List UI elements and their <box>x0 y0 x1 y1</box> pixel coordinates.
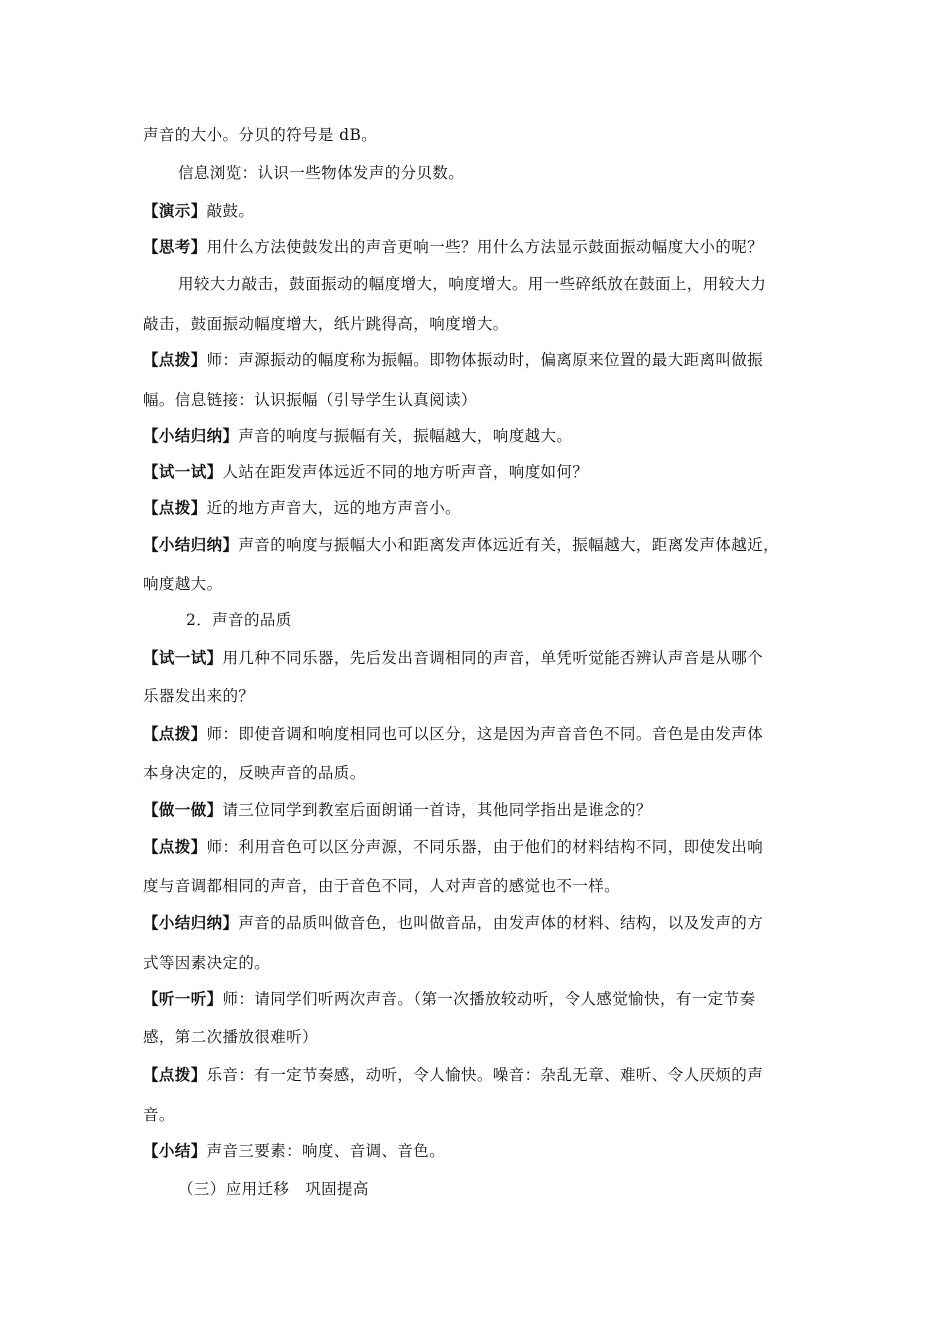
section-tag: 【点拨】 <box>143 498 207 517</box>
paragraph-text: 近的地方声音大，远的地方声音小。 <box>206 499 462 517</box>
paragraph-text: 师：请同学们听两次声音。（第一次播放较动听，令人感觉愉快，有一定节奏 <box>222 990 756 1008</box>
paragraph-text: 声音的响度与振幅有关，振幅越大，响度越大。 <box>238 427 573 445</box>
section-tag: 【点拨】 <box>143 1065 207 1084</box>
paragraph-text: 音。 <box>143 1106 175 1124</box>
paragraph-text: 敲击，鼓面振动幅度增大，纸片跳得高，响度增大。 <box>143 315 509 333</box>
paragraph-text: 师：利用音色可以区分声源，不同乐器，由于他们的材料结构不同，即使发出响 <box>206 838 764 856</box>
paragraph-line <box>143 498 461 518</box>
paragraph-line <box>143 763 366 783</box>
paragraph-text: 师：即使音调和响度相同也可以区分，这是因为声音音色不同。音色是由发声体 <box>206 725 764 743</box>
paragraph-line <box>143 686 254 706</box>
paragraph-line <box>143 426 572 446</box>
paragraph-text: 师：声源振动的幅度称为振幅。即物体振动时，偏离原来位置的最大距离叫做振 <box>206 351 764 369</box>
section-tag: 【点拨】 <box>143 724 207 743</box>
paragraph-text: 本身决定的，反映声音的品质。 <box>143 764 366 782</box>
paragraph-line <box>143 724 763 744</box>
paragraph-line <box>143 1105 175 1125</box>
section-tag: 【做一做】 <box>143 800 223 819</box>
section-tag: 【演示】 <box>143 201 207 220</box>
section-tag: 【试一试】 <box>143 462 223 481</box>
paragraph-line <box>143 125 377 145</box>
paragraph-text: 感，第二次播放很难听） <box>143 1028 318 1046</box>
paragraph-text: 用较大力敲击，鼓面振动的幅度增大，响度增大。用一些碎纸放在鼓面上，用较大力 <box>178 275 767 293</box>
paragraph-line <box>143 953 270 973</box>
paragraph-text: 人站在距发声体远近不同的地方听声音，响度如何？ <box>222 463 589 481</box>
paragraph-line <box>143 1027 318 1047</box>
paragraph-text: 声音的品质叫做音色，也叫做音品，由发声体的材料、结构，以及发声的方 <box>238 914 764 932</box>
paragraph-text: 声音三要素：响度、音调、音色。 <box>206 1142 446 1160</box>
paragraph-line <box>143 648 763 668</box>
paragraph-line <box>143 876 620 896</box>
paragraph-line <box>143 535 779 555</box>
subsection-heading <box>178 1179 369 1199</box>
paragraph-text: 声音的响度与振幅大小和距离发声体远近有关，振幅越大，距离发声体越近， <box>238 536 780 554</box>
section-tag: 【试一试】 <box>143 648 223 667</box>
paragraph-text: （三）应用迁移 巩固提高 <box>178 1180 369 1198</box>
paragraph-text: 敲鼓。 <box>206 202 255 220</box>
paragraph-text: 用什么方法使鼓发出的声音更响一些？用什么方法显示鼓面振动幅度大小的呢？ <box>206 238 764 256</box>
paragraph-line <box>178 163 464 183</box>
section-tag: 【点拨】 <box>143 350 207 369</box>
paragraph-text: 乐音：有一定节奏感，动听，令人愉快。噪音：杂乱无章、难听、令人厌烦的声 <box>206 1066 764 1084</box>
paragraph-line <box>143 989 755 1009</box>
paragraph-text: 2．声音的品质 <box>186 611 292 629</box>
paragraph-text: 信息浏览：认识一些物体发声的分贝数。 <box>178 164 465 182</box>
paragraph-line <box>143 574 223 594</box>
subsection-heading <box>186 610 292 630</box>
paragraph-text: 声音的大小。分贝的符号是 dB。 <box>143 126 378 144</box>
paragraph-line <box>143 390 477 410</box>
section-tag: 【思考】 <box>143 237 207 256</box>
section-tag: 【听一听】 <box>143 989 223 1008</box>
section-tag: 【点拨】 <box>143 837 207 856</box>
section-tag: 【小结】 <box>143 1141 207 1160</box>
paragraph-line <box>143 913 763 933</box>
paragraph-line <box>178 274 766 294</box>
paragraph-line <box>143 201 254 221</box>
section-tag: 【小结归纳】 <box>143 426 239 445</box>
paragraph-text: 用几种不同乐器，先后发出音调相同的声音，单凭听觉能否辨认声音是从哪个 <box>222 649 764 667</box>
paragraph-line <box>143 462 588 482</box>
paragraph-text: 式等因素决定的。 <box>143 954 271 972</box>
section-tag: 【小结归纳】 <box>143 535 239 554</box>
paragraph-line <box>143 800 652 820</box>
paragraph-text: 幅。信息链接：认识振幅（引导学生认真阅读） <box>143 391 477 409</box>
paragraph-line <box>143 1065 763 1085</box>
paragraph-line <box>143 237 763 257</box>
section-tag: 【小结归纳】 <box>143 913 239 932</box>
paragraph-line <box>143 1141 445 1161</box>
paragraph-text: 乐器发出来的？ <box>143 687 255 705</box>
paragraph-text: 度与音调都相同的声音，由于音色不同，人对声音的感觉也不一样。 <box>143 877 621 895</box>
paragraph-text: 响度越大。 <box>143 575 223 593</box>
paragraph-line <box>143 837 763 857</box>
paragraph-text: 请三位同学到教室后面朗诵一首诗，其他同学指出是谁念的？ <box>222 801 652 819</box>
paragraph-line <box>143 350 763 370</box>
paragraph-line <box>143 314 509 334</box>
